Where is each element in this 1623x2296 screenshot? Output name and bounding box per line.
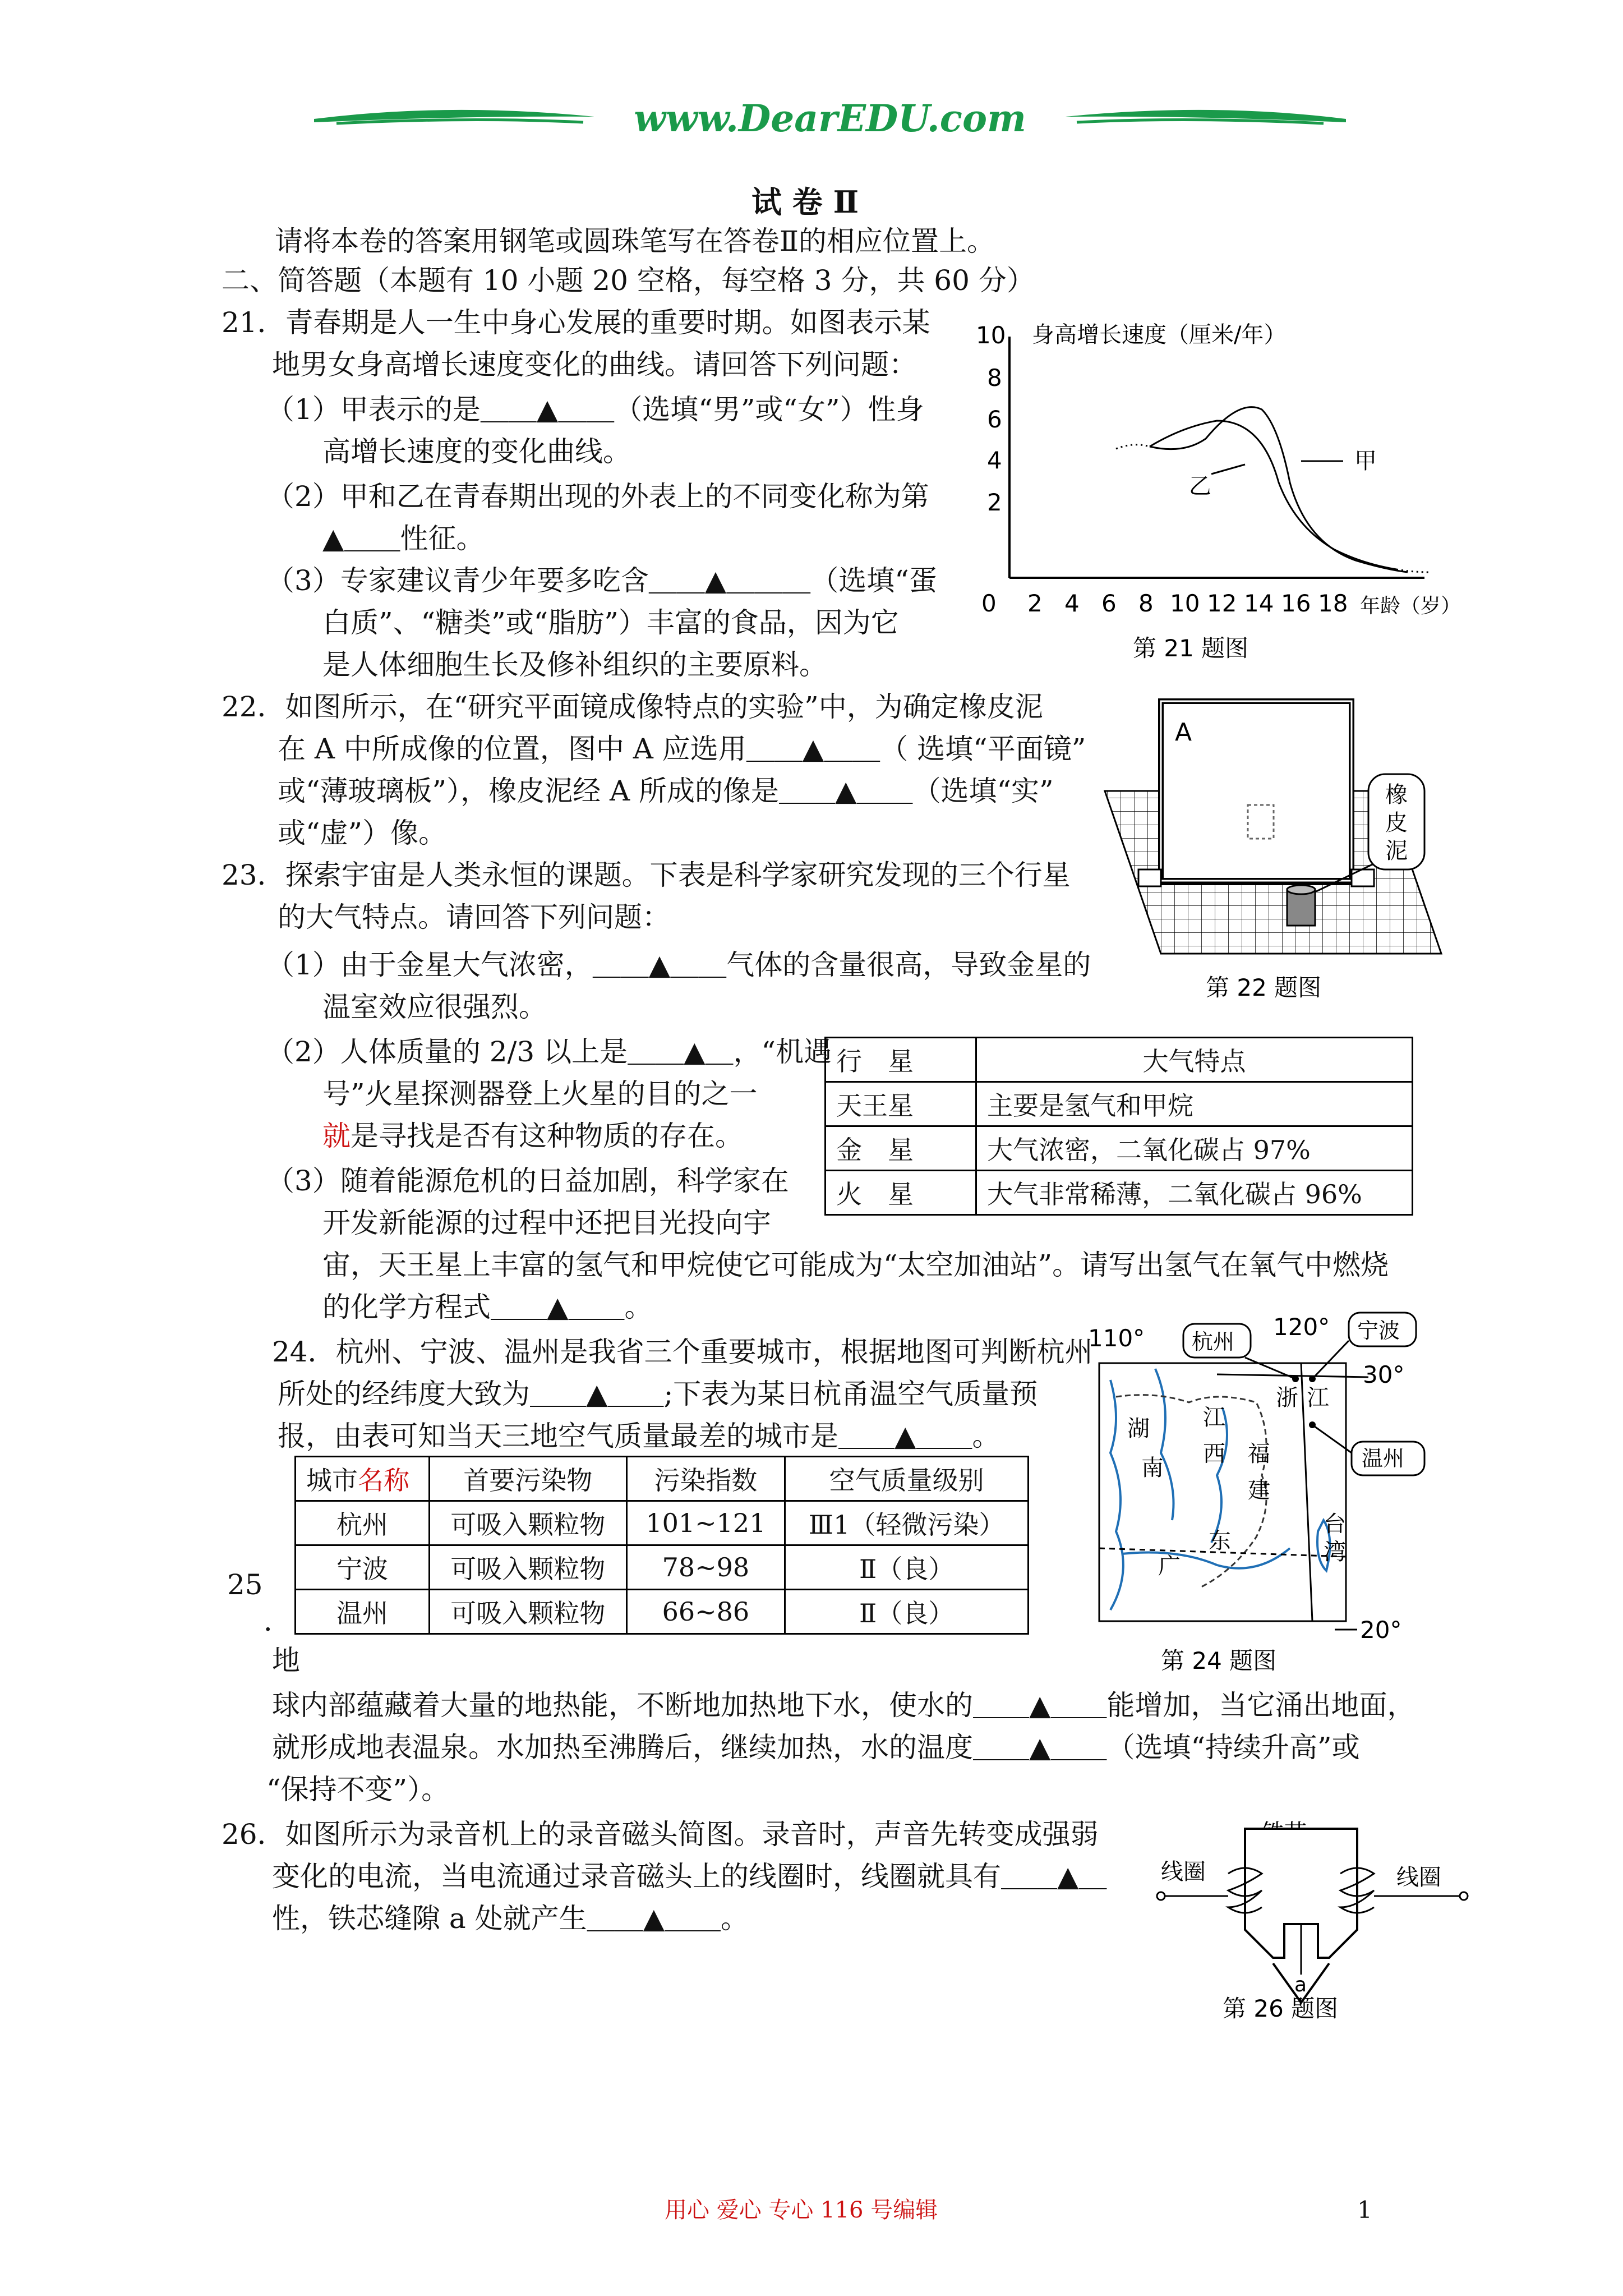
q21-line: ▲＿＿性征。 bbox=[322, 522, 485, 555]
q24-air-quality-table bbox=[294, 1456, 1029, 1635]
table-cell: Ⅱ（良） bbox=[785, 1590, 1029, 1634]
table-header: 行 星 bbox=[826, 1038, 976, 1082]
q26-line: 性，铁芯缝隙 a 处就产生＿＿▲＿＿。 bbox=[272, 1902, 749, 1935]
q21-curve-yi bbox=[1150, 421, 1396, 569]
map-lon-label: 110° bbox=[1088, 1324, 1145, 1352]
table-header: 空气质量级别 bbox=[785, 1457, 1029, 1501]
q21-xtick: 12 bbox=[1207, 590, 1237, 617]
q23-planet-table bbox=[824, 1037, 1413, 1216]
q21-xtick: 10 bbox=[1170, 590, 1200, 617]
q23-line: （2）人体质量的 2/3 以上是＿＿▲＿，“机遇 bbox=[266, 1036, 832, 1068]
q24-caption: 第 24 题图 bbox=[1161, 1647, 1277, 1674]
map-province: 江 bbox=[1307, 1385, 1329, 1411]
q21-xtick: 14 bbox=[1244, 590, 1274, 617]
q23-line: 的大气特点。请回答下列问题： bbox=[278, 901, 670, 933]
q24-line: 报，由表可知当天三地空气质量最差的城市是＿＿▲＿＿。 bbox=[278, 1420, 1000, 1452]
map-province: 湾 bbox=[1324, 1539, 1346, 1565]
page-title: 试 卷 Ⅱ bbox=[751, 184, 859, 220]
table-cell: Ⅱ（良） bbox=[785, 1545, 1029, 1590]
q21-line: （2）甲和乙在青春期出现的外表上的不同变化称为第 bbox=[266, 480, 929, 513]
q21-ytick: 8 bbox=[987, 364, 1002, 392]
q22-line: 在 A 中所成像的位置，图中 A 应选用＿＿▲＿＿（ 选填“平面镜” bbox=[278, 733, 1086, 765]
q21-xticks bbox=[981, 590, 1348, 617]
table-row bbox=[826, 1171, 1413, 1215]
q21-ytick: 6 bbox=[987, 406, 1002, 433]
map-province: 广 bbox=[1158, 1553, 1181, 1579]
q21-line: （3）专家建议青少年要多吃含＿＿▲＿＿＿（选填“蛋 bbox=[266, 564, 937, 597]
q25-dot: ． bbox=[264, 1605, 292, 1637]
q21-label-jia: 甲 bbox=[1354, 448, 1377, 474]
table-cell: 主要是氢气和甲烷 bbox=[976, 1082, 1413, 1126]
table-cell: 宁波 bbox=[296, 1545, 430, 1590]
table-cell: 可吸入颗粒物 bbox=[430, 1545, 627, 1590]
q22-clay-label: 橡 bbox=[1385, 782, 1408, 808]
table-row bbox=[296, 1590, 1029, 1634]
table-row bbox=[296, 1457, 1029, 1501]
q26-recording-head bbox=[1150, 1812, 1486, 2025]
q21-yticks bbox=[976, 321, 1006, 516]
q22-line: 或“虚”）像。 bbox=[278, 817, 447, 849]
table-header: 污染指数 bbox=[626, 1457, 785, 1501]
q25-line: “保持不变”）。 bbox=[266, 1773, 450, 1806]
table-cell: 金 星 bbox=[826, 1126, 976, 1171]
map-province: 东 bbox=[1209, 1528, 1231, 1554]
q25-char: 地 bbox=[272, 1644, 300, 1677]
q26-line: 26．如图所示为录音机上的录音磁头简图。录音时，声音先转变成强弱 bbox=[222, 1818, 1099, 1851]
q21-ytick: 10 bbox=[976, 321, 1006, 349]
q26-line: 变化的电流，当电流通过录音磁头上的线圈时，线圈就具有＿＿▲＿ bbox=[272, 1860, 1107, 1893]
table-cell: 78~98 bbox=[626, 1545, 785, 1590]
q23-line: 23．探索宇宙是人类永恒的课题。下表是科学家研究发现的三个行星 bbox=[222, 859, 1071, 891]
table-cell: 大气浓密，二氧化碳占 97% bbox=[976, 1126, 1413, 1171]
table-row bbox=[826, 1126, 1413, 1171]
q22-line: 22．如图所示，在“研究平面镜成像特点的实验”中，为确定橡皮泥 bbox=[222, 691, 1043, 723]
page-number: 1 bbox=[1357, 2196, 1372, 2224]
q25-line: 球内部蕴藏着大量的地热能，不断地加热地下水，使水的＿＿▲＿＿能增加，当它涌出地面， bbox=[272, 1689, 1415, 1722]
table-header: 大气特点 bbox=[976, 1038, 1413, 1082]
q22-clay-label: 泥 bbox=[1385, 838, 1408, 864]
q21-xtick: 0 bbox=[981, 590, 997, 617]
q26-caption: 第 26 题图 bbox=[1223, 1995, 1339, 2022]
q23-line: 温室效应很强烈。 bbox=[322, 991, 547, 1023]
q21-xtick: 4 bbox=[1064, 590, 1080, 617]
map-lon-label: 120° bbox=[1273, 1313, 1330, 1341]
section-heading: 二、简答题（本题有 10 小题 20 空格，每空格 3 分，共 60 分） bbox=[222, 264, 1035, 297]
map-province: 福 bbox=[1248, 1441, 1270, 1467]
table-cell: 大气非常稀薄，二氧化碳占 96% bbox=[976, 1171, 1413, 1215]
q21-label-yi: 乙 bbox=[1189, 473, 1211, 499]
q21-ytick: 2 bbox=[987, 489, 1002, 516]
q23-line: 号”火星探测器登上火星的目的之一 bbox=[322, 1078, 758, 1110]
q23-line: 的化学方程式＿＿▲＿＿。 bbox=[322, 1291, 653, 1323]
q26-coil-label: 线圈 bbox=[1396, 1865, 1441, 1890]
q23-line: （3）随着能源危机的日益加剧，科学家在 bbox=[266, 1165, 789, 1197]
q21-line: 21．青春期是人一生中身心发展的重要时期。如图表示某 bbox=[222, 306, 930, 339]
q22-line: 或“薄玻璃板”），橡皮泥经 A 所成的像是＿＿▲＿＿（选填“实” bbox=[278, 775, 1054, 807]
q22-caption: 第 22 题图 bbox=[1206, 974, 1322, 1001]
q25-line: 就形成地表温泉。水加热至沸腾后，继续加热，水的温度＿＿▲＿＿（选填“持续升高”或 bbox=[272, 1731, 1360, 1764]
map-city-hangzhou: 杭州 bbox=[1192, 1329, 1235, 1354]
q21-line: （1）甲表示的是＿＿▲＿＿（选填“男”或“女”）性身 bbox=[266, 393, 924, 426]
q23-line: 宙，天王星上丰富的氢气和甲烷使它可能成为“太空加油站”。请写出氢气在氧气中燃烧 bbox=[322, 1249, 1389, 1281]
map-province: 西 bbox=[1203, 1441, 1225, 1467]
map-province: 建 bbox=[1248, 1478, 1270, 1503]
table-header: 首要污染物 bbox=[430, 1457, 627, 1501]
q21-xtick: 18 bbox=[1318, 590, 1348, 617]
header-banner bbox=[303, 90, 1357, 151]
q26-gap-label: a bbox=[1294, 1973, 1307, 1996]
map-province: 南 bbox=[1141, 1455, 1164, 1481]
q24-line: 24．杭州、宁波、温州是我省三个重要城市，根据地图可判断杭州 bbox=[272, 1336, 1093, 1368]
q21-line: 是人体细胞生长及修补组织的主要原料。 bbox=[322, 648, 827, 681]
map-province: 江 bbox=[1203, 1405, 1225, 1430]
q21-caption: 第 21 题图 bbox=[1133, 634, 1249, 662]
q23-text: 是寻找是否有这种物质的存在。 bbox=[351, 1120, 743, 1152]
map-lat-label: 20° bbox=[1360, 1616, 1402, 1644]
q21-xtick: 6 bbox=[1101, 590, 1117, 617]
q25-number: 25 bbox=[227, 1568, 263, 1601]
table-cell: 101~121 bbox=[626, 1501, 785, 1545]
q22-clay-label: 皮 bbox=[1385, 810, 1408, 836]
q21-line: 地男女身高增长速度变化的曲线。请回答下列问题： bbox=[272, 348, 917, 381]
map-province: 浙 bbox=[1276, 1385, 1298, 1411]
q21-xlabel: 年龄（岁） bbox=[1360, 595, 1461, 618]
q23-line: 开发新能源的过程中还把目光投向宇 bbox=[322, 1207, 771, 1239]
table-row bbox=[296, 1501, 1029, 1545]
q21-xtick: 2 bbox=[1027, 590, 1043, 617]
map-city-ningbo: 宁波 bbox=[1357, 1318, 1400, 1343]
q24-map bbox=[1088, 1307, 1497, 1677]
q23-line: （1）由于金星大气浓密，＿＿▲＿＿气体的含量很高，导致金星的 bbox=[266, 949, 1091, 981]
table-header-red: 名称 bbox=[358, 1465, 409, 1496]
q21-ylabel: 身高增长速度（厘米/年） bbox=[1032, 322, 1287, 348]
table-cell: 66~86 bbox=[626, 1590, 785, 1634]
table-cell: 天王星 bbox=[826, 1082, 976, 1126]
table-cell: 火 星 bbox=[826, 1171, 976, 1215]
table-row bbox=[826, 1082, 1413, 1126]
table-header bbox=[296, 1457, 430, 1501]
q21-line: 白质”、“糖类”或“脂肪”）丰富的食品，因为它 bbox=[322, 606, 899, 639]
q21-growth-chart bbox=[948, 314, 1497, 673]
q21-ytick: 4 bbox=[987, 447, 1002, 474]
map-lat-label: 30° bbox=[1363, 1361, 1405, 1388]
table-cell: 温州 bbox=[296, 1590, 430, 1634]
q21-curve-yi-dotted bbox=[1116, 445, 1150, 449]
footer-note: 用心 爱心 专心 116 号编辑 bbox=[665, 2197, 938, 2223]
table-cell: 杭州 bbox=[296, 1501, 430, 1545]
table-row bbox=[296, 1545, 1029, 1590]
q21-xtick: 16 bbox=[1281, 590, 1311, 617]
q23-red-char: 就 bbox=[322, 1120, 351, 1152]
q21-line: 高增长速度的变化曲线。 bbox=[322, 435, 631, 468]
intro-text: 请将本卷的答案用钢笔或圆珠笔写在答卷Ⅱ的相应位置上。 bbox=[275, 225, 995, 257]
q22-mirror-figure bbox=[1094, 690, 1486, 1010]
q26-coil-label: 线圈 bbox=[1161, 1859, 1206, 1885]
table-cell: 可吸入颗粒物 bbox=[430, 1590, 627, 1634]
q22-image-dashed bbox=[1248, 805, 1274, 839]
table-header-text: 城市 bbox=[306, 1465, 358, 1496]
table-cell: Ⅲ1（轻微污染） bbox=[785, 1501, 1029, 1545]
table-row bbox=[826, 1038, 1413, 1082]
q23-line bbox=[322, 1119, 743, 1153]
site-logo-text: www.DearEDU.com bbox=[634, 96, 1026, 140]
table-cell: 可吸入颗粒物 bbox=[430, 1501, 627, 1545]
q21-xtick: 8 bbox=[1138, 590, 1154, 617]
q24-line: 所处的经纬度大致为＿＿▲＿＿;下表为某日杭甬温空气质量预 bbox=[278, 1378, 1038, 1410]
map-province: 湖 bbox=[1127, 1416, 1150, 1442]
q22-label-a: A bbox=[1175, 718, 1192, 747]
map-province: 台 bbox=[1324, 1511, 1346, 1537]
q21-curve-jia bbox=[1150, 407, 1408, 572]
map-city-wenzhou: 温州 bbox=[1362, 1446, 1405, 1471]
